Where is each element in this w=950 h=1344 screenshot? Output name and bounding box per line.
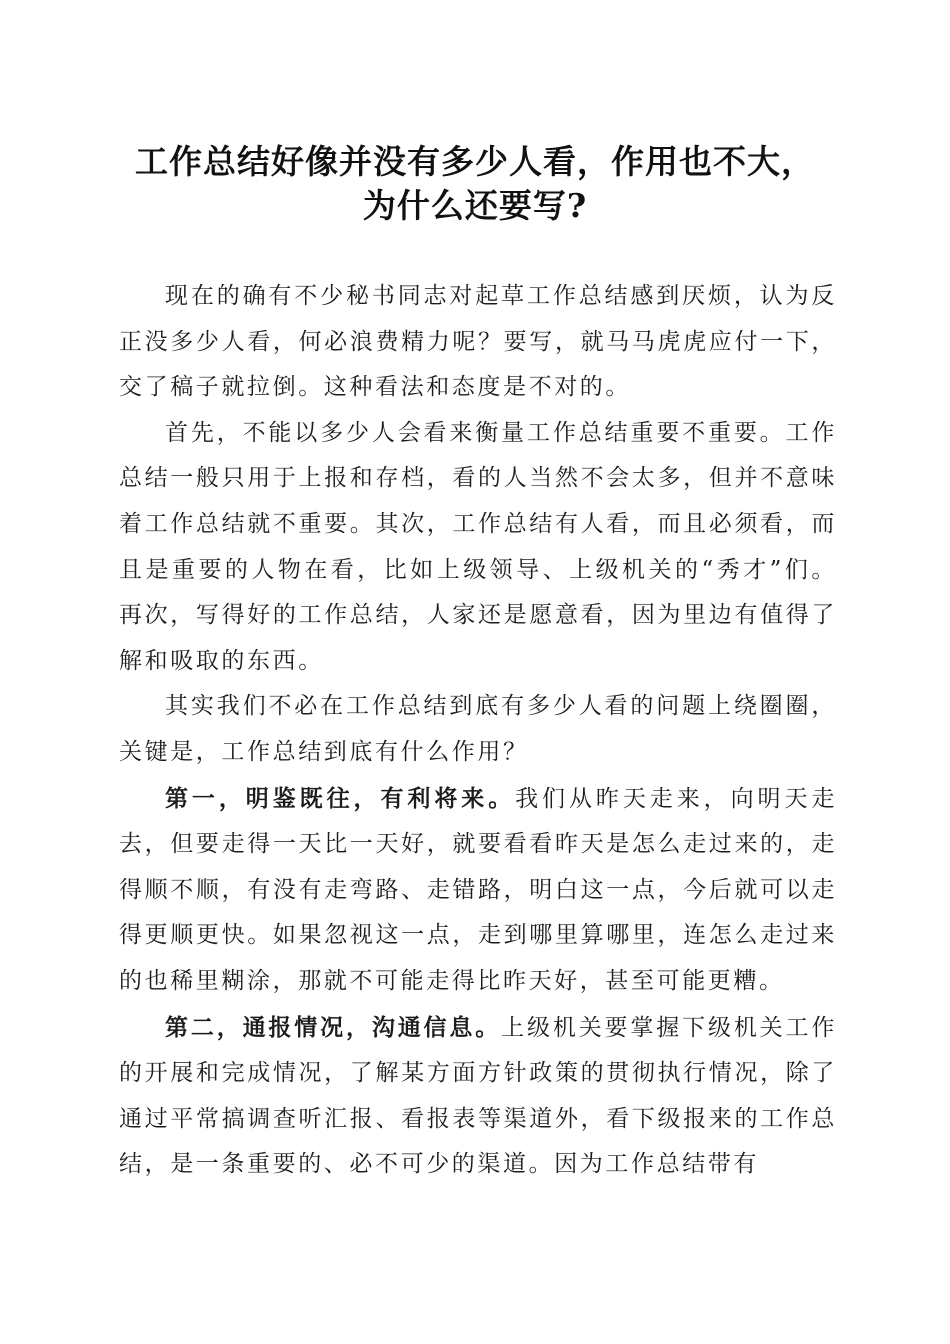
document-title-line-1: 工作总结好像并没有多少人看，作用也不大， [135, 142, 815, 181]
paragraph-text: 上级机关要掌握下级机关工作的开展和完成情况，了解某方面方针政策的贯彻执行情况，除了通过平常搞调查听汇报、看报表等渠道外，看下级报来的工作总结，是一条重要的、必不可少的渠道。因为工作总结带有 [119, 1014, 837, 1178]
paragraph-key-question [119, 684, 837, 775]
paragraph-lead-heading: 第一，明鉴既往，有利将来。 [165, 784, 516, 812]
paragraph-text: 首先，不能以多少人会看来衡量工作总结重要不重要。工作总结一般只用于上报和存档，看的人当然不会太多，但并不意味着工作总结就不重要。其次，工作总结有人看，而且必须看，而且是重要的人物在看，比如上级领导、上级机关的“秀才”们。再次，写得好的工作总结，人家还是愿意看，因为里边有值得了解和吸取的东西。 [119, 419, 837, 674]
paragraph-lead-heading: 第二，通报情况，沟通信息。 [165, 1013, 502, 1041]
paragraph-text: 我们从昨天走来，向明天走去，但要走得一天比一天好，就要看看昨天是怎么走过来的，走得顺不顺，有没有走弯路、走错路，明白这一点，今后就可以走得更顺更快。如果忽视这一点，走到哪里算哪里，连怎么走过来的也稀里糊涂，那就不可能走得比昨天好，甚至可能更糟。 [119, 785, 837, 994]
paragraph-point-two [119, 1005, 837, 1188]
paragraph-first-second-third [119, 411, 837, 685]
document-title-line-2: 为什么还要写? [362, 186, 588, 225]
paragraph-text: 现在的确有不少秘书同志对起草工作总结感到厌烦，认为反正没多少人看，何必浪费精力呢？要写，就马马虎虎应付一下，交了稿子就拉倒。这种看法和态度是不对的。 [119, 283, 837, 401]
paragraph-intro [119, 274, 837, 411]
paragraph-point-one [119, 776, 837, 1005]
document-body [119, 274, 837, 1188]
paragraph-text: 其实我们不必在工作总结到底有多少人看的问题上绕圈圈，关键是，工作总结到底有什么作用？ [119, 693, 837, 765]
